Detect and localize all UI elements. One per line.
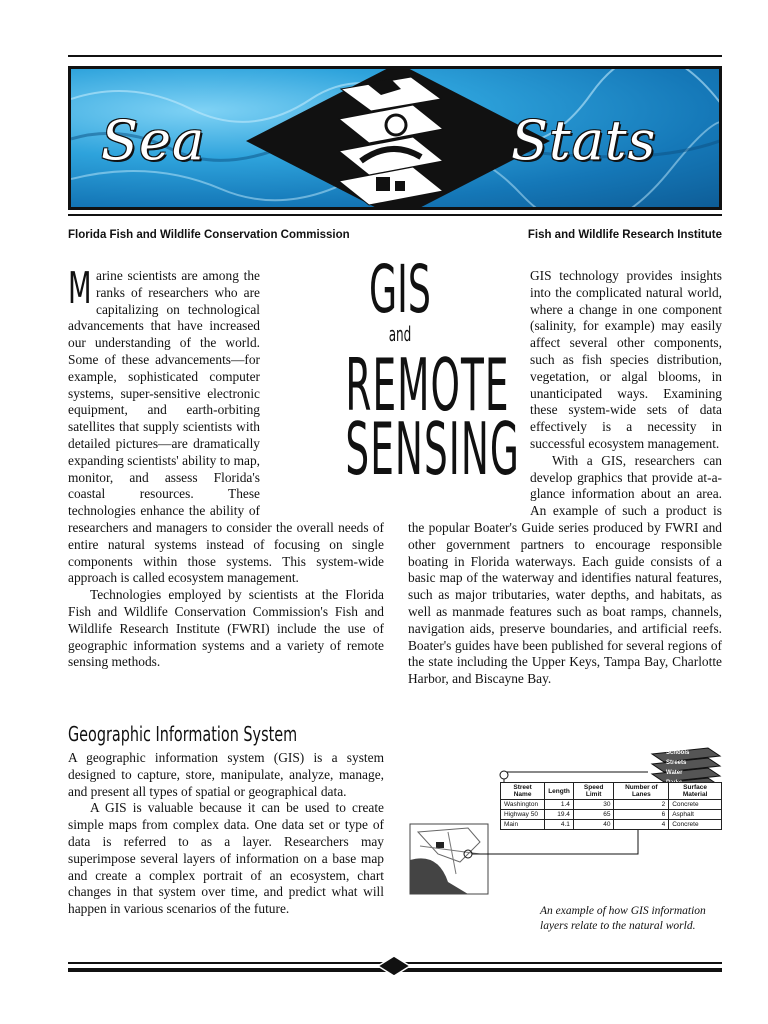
title-gis: GIS bbox=[369, 251, 431, 328]
table-cell: 19.4 bbox=[545, 810, 574, 820]
table-row bbox=[501, 820, 722, 830]
table-header-row bbox=[501, 783, 722, 800]
layer-water: Water bbox=[666, 770, 683, 776]
table-cell: 4 bbox=[614, 820, 669, 830]
header-organization: Florida Fish and Wildlife Conservation Commission bbox=[68, 229, 350, 241]
top-rule bbox=[68, 55, 722, 57]
table-cell: Concrete bbox=[669, 820, 722, 830]
table-header: Surface Material bbox=[669, 783, 722, 800]
table-cell: 6 bbox=[614, 810, 669, 820]
masthead-word-stats: Stats bbox=[511, 109, 657, 172]
gis-definition-paragraph: A geographic information system (GIS) is a system designed to capture, store, manipulate, analyze, manage, and present all types of spatial or geographical data. bbox=[68, 750, 384, 799]
boaters-guide-text-a: With a GIS, researchers can develop graphics that provide at-a-glance information about bbox=[530, 452, 722, 502]
gis-insights-paragraph bbox=[408, 268, 722, 453]
banner-bottom-rule bbox=[68, 214, 722, 216]
table-cell: Asphalt bbox=[669, 810, 722, 820]
table-header: Length bbox=[545, 783, 574, 800]
gis-section-column bbox=[68, 750, 384, 918]
table-cell: 1.4 bbox=[545, 800, 574, 810]
figure-caption: An example of how GIS information layers relate to the natural world. bbox=[540, 905, 706, 932]
section-heading-gis: Geographic Information System bbox=[68, 722, 298, 746]
drop-cap: M bbox=[68, 263, 92, 314]
layer-schools: Schools bbox=[666, 750, 690, 756]
right-column bbox=[408, 268, 722, 688]
table-row bbox=[501, 810, 722, 820]
table-cell: Washington bbox=[501, 800, 545, 810]
technologies-paragraph: Technologies employed by scientists at the Florida Fish and Wildlife Conservation Commission's Fish and Wildlife Research Institute (FWRI) include the use of geographic information systems and a variety of remote sensing methods. bbox=[68, 587, 384, 670]
title-and: and bbox=[388, 322, 412, 346]
gis-layers-figure bbox=[408, 742, 722, 900]
table-cell: 40 bbox=[573, 820, 614, 830]
table-cell: 2 bbox=[614, 800, 669, 810]
title-sensing: SENSING bbox=[345, 407, 520, 491]
table-cell: 65 bbox=[573, 810, 614, 820]
table-cell: 30 bbox=[573, 800, 614, 810]
gis-value-paragraph: A GIS is valuable because it can be used to create simple maps from complex data. One data set or type of data is referred to as a layer. Researchers may superimpose several layers of information on a base map and create a complex portrait of an ecosystem, chart changes in that system over time, and predict what will happen in various scenarios of the future. bbox=[68, 800, 384, 917]
attribute-table bbox=[500, 782, 722, 830]
diamond-ornament-icon bbox=[376, 954, 412, 978]
table-header: Number of Lanes bbox=[614, 783, 669, 800]
table-cell: Main bbox=[501, 820, 545, 830]
header-institute: Fish and Wildlife Research Institute bbox=[527, 229, 722, 241]
table-cell: 4.1 bbox=[545, 820, 574, 830]
table-cell: Highway 50 bbox=[501, 810, 545, 820]
table-cell: Concrete bbox=[669, 800, 722, 810]
intro-paragraph-text: arine scientists are among the ranks of researchers who are capitalizing on technological advancements that have increased our understanding of the world. Some of these advancements—for example, sophisticated computer systems, super-sensitive electronic equipment, and earth-orbiting satellites that supply scientists with detailed pictures—are dramatically expanding scientists' ability to map, monitor, and assess Florida's coastal resources. These technologies enhance the ability of researchers and managers to consider the overall needs of entire natural systems instead of focusing on single components within those systems. This system-wide approach is called ecosystem management. bbox=[68, 268, 384, 586]
boaters-guide-text-b: an area. An example of such a product is the popular Boater's Guide series produced by FWRI and other government partners to encourage responsible boating in Florida waterways. Each guide consists of a basic map of the waterway and identifies natural features, such as major tributaries, water depths, and habitats, as well as manmade features such as boat ramps, channels, navigation aids, preserve boundaries, and artificial reefs. Boater's guides have been published for several regions of the state including the Upper Keys, Tampa Bay, Charlotte Harbor, and Biscayne Bay. bbox=[408, 486, 722, 687]
table-header: Street Name bbox=[501, 783, 545, 800]
table-row bbox=[501, 800, 722, 810]
table-header: Speed Limit bbox=[573, 783, 614, 800]
masthead-banner bbox=[68, 66, 722, 210]
title-remote: REMOTE bbox=[345, 343, 510, 427]
masthead-word-sea: Sea bbox=[101, 109, 206, 172]
gis-insights-text: GIS technology provides insights into the complicated natural world, where a change in one component (salinity, for example) may easily affect several other components, such as fish species distribution, vegetation, or algal blooms, in unanticipated ways. Examining these system-wide sets of data effectively is a necessity in successful ecosystem management. bbox=[530, 268, 722, 451]
layer-streets: Streets bbox=[666, 760, 687, 766]
